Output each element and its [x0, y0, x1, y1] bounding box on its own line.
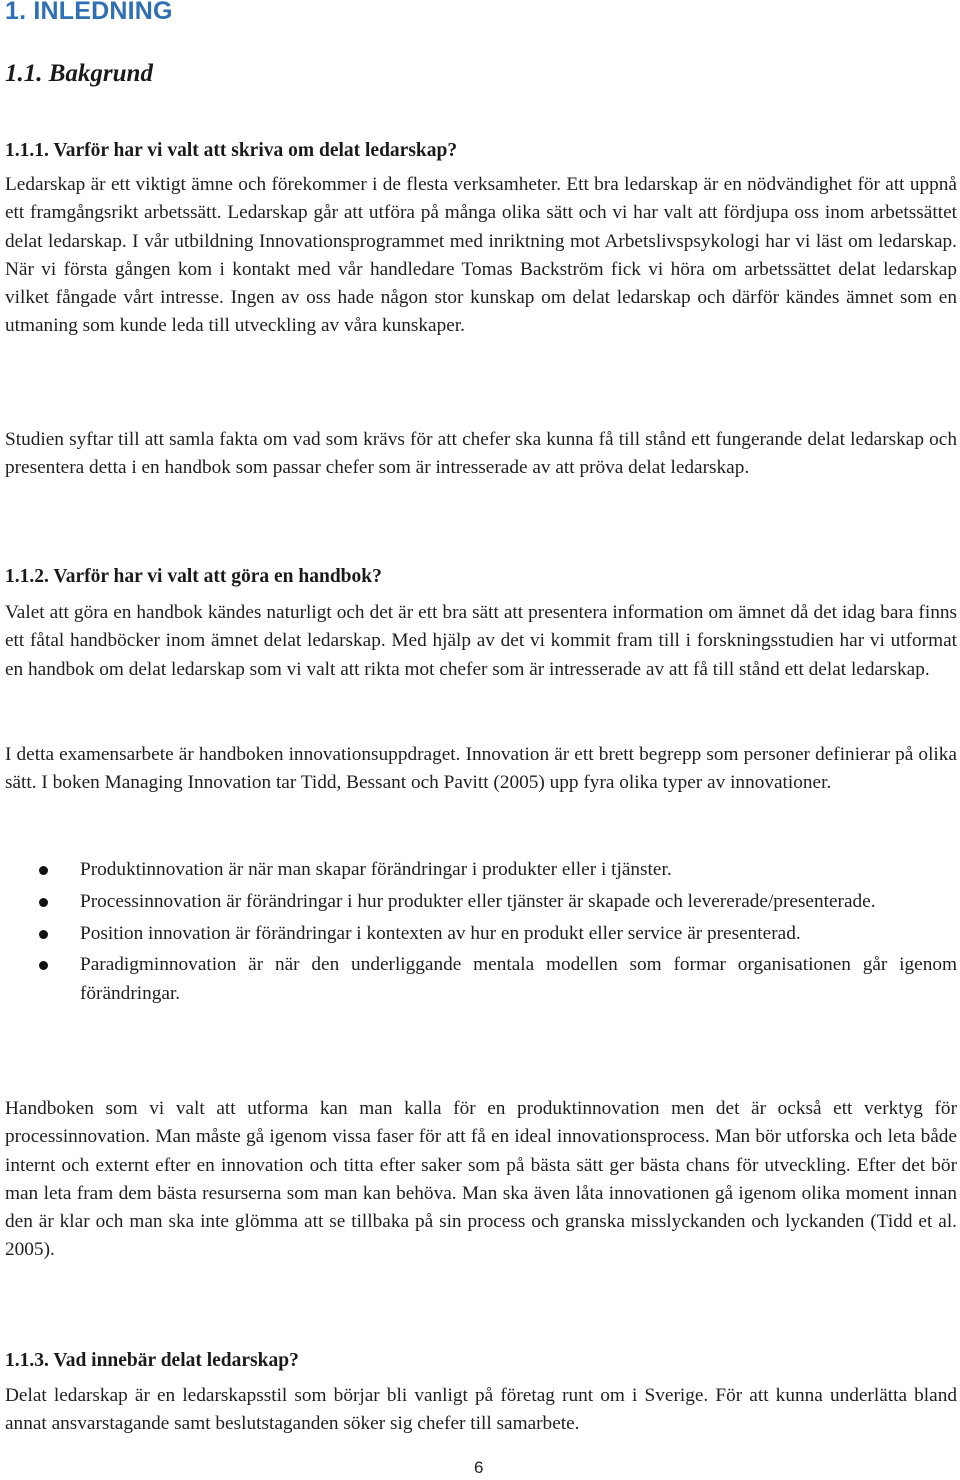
subsection-heading-2: 1.1.2. Varför har vi valt att göra en handbok? [5, 566, 382, 587]
list-item [5, 888, 957, 916]
subsection-heading-1: 1.1.1. Varför har vi valt att skriva om delat ledarskap? [5, 140, 458, 161]
list-item-text: Produktinnovation är när man skapar förändringar i produkter eller i tjänster. [80, 859, 672, 880]
paragraph-2: Studien syftar till att samla fakta om vad som krävs för att chefer ska kunna få till stånd ett fungerande delat ledarskap och presentera detta i en handbok som passar chefer som är intresserade av att pröva delat ledarskap. [5, 429, 957, 479]
bullet-icon [39, 866, 48, 875]
bullet-icon [39, 898, 48, 907]
subsection-heading-3: 1.1.3. Vad innebär delat ledarskap? [5, 1350, 299, 1371]
paragraph-5: Handboken som vi valt att utforma kan man kalla för en produktinnovation men det är också ett verktyg för processinnovation. Man måste gå igenom vissa faser för att få en ideal innovationsprocess. Man bör utforska och leta både internt och externt efter en innovation och titta efter saker som på bästa sätt ger bästa chans för utveckling. Efter det bör man leta fram dem bästa resurserna som man kan behöva. Man ska även låta innovationen gå igenom olika moment innan den är klar och man ska inte glömma att se tillbaka på sin process och granska misslyckanden och lyckanden (Tidd et al. 2005). [5, 1098, 957, 1261]
paragraph-4: I detta examensarbete är handboken innovationsuppdraget. Innovation är ett brett begrepp som personer definierar på olika sätt. I boken Managing Innovation tar Tidd, Bessant och Pavitt (2005) upp fyra olika typer av innovationer. [5, 744, 957, 794]
bullet-icon [39, 930, 48, 939]
page-number: 6 [474, 1458, 484, 1477]
list-item [5, 856, 957, 884]
paragraph-6: Delat ledarskap är en ledarskapsstil som börjar bli vanligt på företag runt om i Sverige. För att kunna underlätta bland annat ansvarstagande samt beslutstaganden söker sig chefer till samarbete. [5, 1385, 957, 1435]
list-item [5, 951, 957, 1008]
section-heading: 1.1. Bakgrund [5, 60, 153, 87]
list-item [5, 920, 957, 948]
innovation-types-list [5, 856, 957, 1011]
list-item-text: Position innovation är förändringar i kontexten av hur en produkt eller service är presenterad. [80, 922, 801, 944]
list-item-text: Processinnovation är förändringar i hur produkter eller tjänster är skapade och levererade/presenterade. [80, 890, 876, 912]
paragraph-3: Valet att göra en handbok kändes naturligt och det är ett bra sätt att presentera information om ämnet då det idag bara finns ett fåtal handböcker inom ämnet delat ledarskap. Med hjälp av det vi kommit fram till i forskningsstudien har vi utformat en handbok om delat ledarskap som vi valt att rikta mot chefer som är intresserade av att få till stånd ett delat ledarskap. [5, 602, 957, 680]
paragraph-1: Ledarskap är ett viktigt ämne och förekommer i de flesta verksamheter. Ett bra ledarskap är en nödvändighet för att uppnå ett framgångsrikt arbetssätt. Ledarskap går att utföra på många olika sätt och vi har valt att fördjupa oss inom arbetssättet delat ledarskap. I vår utbildning Innovationsprogrammet med inriktning mot Arbetslivspsykologi har vi läst om ledarskap. När vi första gången kom i kontakt med vår handledare Tomas Backström fick vi höra om arbetssättet delat ledarskap vilket fångade vårt intresse. Ingen av oss hade någon stor kunskap om delat ledarskap och därför kändes ämnet som en utmaning som kunde leda till utveckling av våra kunskaper. [5, 174, 957, 337]
bullet-icon [39, 961, 48, 970]
chapter-heading: 1. INLEDNING [5, 0, 173, 25]
list-item-text: Paradigminnovation är när den underliggande mentala modellen som formar organisationen går igenom förändringar. [80, 954, 957, 1004]
